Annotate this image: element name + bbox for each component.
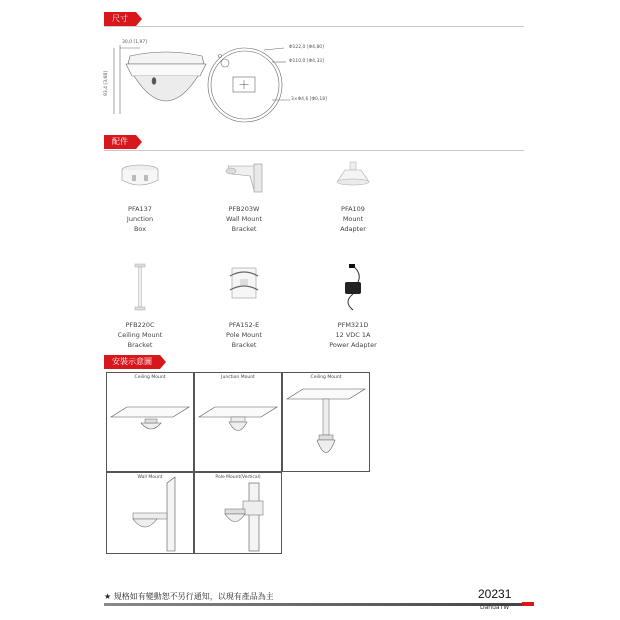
dimension-drawing: [104, 36, 364, 126]
accessory-line1: Junction: [126, 215, 154, 223]
accessory-line2: Power Adapter: [329, 341, 377, 349]
installation-caption: Ceiling Mount: [134, 375, 166, 380]
junction-box-image: [110, 160, 170, 198]
section-rule: [104, 26, 524, 27]
side-view: [114, 45, 206, 114]
wall-mount-bracket-image: [214, 160, 274, 198]
section-tab-dimensions: 尺寸: [104, 12, 136, 26]
installation-grid: [106, 372, 370, 552]
pole-mount-bracket-image: [214, 262, 274, 314]
accessory-line1: Pole Mount: [226, 331, 262, 339]
accessory-line1: Wall Mount: [225, 215, 263, 223]
brand-label: DahuaTW: [480, 604, 510, 611]
dim-inner-diameter: Φ110,0 [Φ4,33]: [289, 59, 324, 64]
installation-caption: Pole Mount(Vertical): [215, 475, 261, 480]
accessory-line2: Bracket: [127, 341, 153, 349]
dim-outer-diameter: Φ122,0 [Φ4,80]: [289, 45, 324, 50]
section-rule: [104, 150, 524, 151]
footer-accent: [522, 602, 534, 606]
installation-cell: [106, 472, 194, 554]
installation-cell: [194, 472, 282, 554]
accessory-model: PFA109: [341, 205, 365, 213]
accessory-item: [90, 262, 190, 350]
accessory-item: [303, 160, 403, 234]
accessory-item: [303, 262, 403, 350]
dim-height: 93,4 [3,68]: [104, 71, 109, 96]
power-adapter-image: [323, 262, 383, 314]
dim-top-width: 30,0 [1,97]: [122, 40, 147, 45]
installation-caption: Ceiling Mount: [310, 375, 342, 380]
accessory-model: PFM321D: [337, 321, 369, 329]
installation-cell: [282, 372, 370, 472]
accessory-item: [194, 160, 294, 234]
accessory-model: PFA137: [128, 205, 152, 213]
footer-disclaimer: ★ 規格如有變動恕不另行通知，以現有產品為主: [104, 592, 274, 601]
accessory-line1: Ceiling Mount: [117, 331, 163, 339]
top-view: [208, 48, 290, 122]
accessory-line2: Bracket: [231, 341, 257, 349]
accessory-line2: Box: [133, 225, 147, 233]
accessory-line1: 12 VDC 1A: [335, 331, 371, 339]
dim-holes: 3×Φ4,6 [Φ0,18]: [291, 97, 327, 102]
accessory-model: PFB203W: [228, 205, 260, 213]
accessory-line2: Adapter: [340, 225, 366, 233]
ceiling-mount-bracket-image: [110, 262, 170, 314]
page-number: 20231: [478, 587, 512, 601]
section-tab-accessories: 配件: [104, 135, 136, 149]
accessory-line1: Mount: [342, 215, 364, 223]
installation-caption: Junction Mount: [221, 375, 255, 380]
accessory-model: PFA152-E: [228, 321, 260, 329]
section-tab-installation: 安裝示意圖: [104, 355, 160, 369]
installation-cell: [194, 372, 282, 472]
accessory-item: [90, 160, 190, 234]
accessory-line2: Bracket: [231, 225, 257, 233]
footer-bar: [104, 603, 522, 606]
accessory-model: PFB220C: [125, 321, 155, 329]
installation-caption: Wall Mount: [137, 475, 163, 480]
mount-adapter-image: [323, 160, 383, 198]
accessory-item: [194, 262, 294, 350]
installation-cell: [106, 372, 194, 472]
